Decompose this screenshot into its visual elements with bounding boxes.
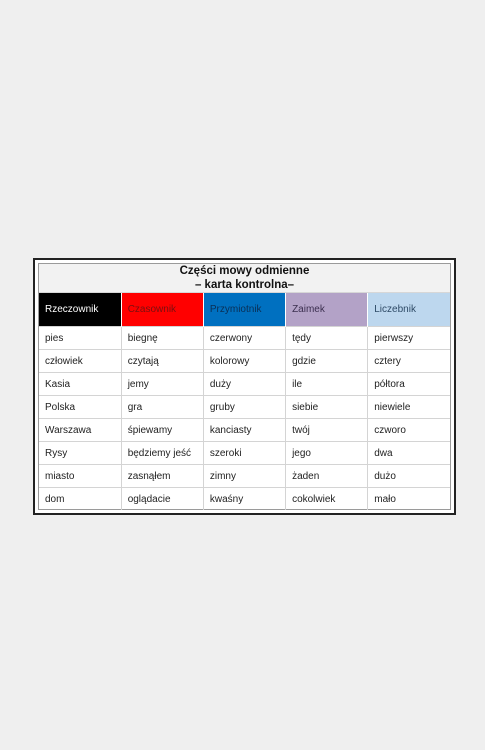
table-row xyxy=(39,350,450,373)
table-cell: Warszawa xyxy=(39,419,121,442)
table-cell: kanciasty xyxy=(203,419,285,442)
table-row xyxy=(39,419,450,442)
table-row xyxy=(39,396,450,419)
table-cell: Kasia xyxy=(39,373,121,396)
table-row xyxy=(39,465,450,488)
table-cell: gra xyxy=(121,396,203,419)
header-noun: Rzeczownik xyxy=(39,293,121,327)
table-cell: cztery xyxy=(368,350,450,373)
table-cell: biegnę xyxy=(121,327,203,350)
table-cell: jego xyxy=(286,442,368,465)
title-sub: – karta kontrolna– xyxy=(194,279,295,291)
control-card xyxy=(33,258,456,515)
header-numeral: Liczebnik xyxy=(368,293,450,327)
table-row xyxy=(39,327,450,350)
table-row xyxy=(39,488,450,511)
table-cell: pierwszy xyxy=(368,327,450,350)
header-row xyxy=(39,293,450,327)
table-cell: zimny xyxy=(203,465,285,488)
table-cell: Rysy xyxy=(39,442,121,465)
header-pronoun: Zaimek xyxy=(286,293,368,327)
table-row xyxy=(39,373,450,396)
table-cell: oglądacie xyxy=(121,488,203,511)
table-cell: będziemy jeść xyxy=(121,442,203,465)
table-cell: cokolwiek xyxy=(286,488,368,511)
table-cell: kolorowy xyxy=(203,350,285,373)
title-box xyxy=(39,264,450,293)
table-cell: Polska xyxy=(39,396,121,419)
header-verb: Czasownik xyxy=(121,293,203,327)
table-cell: zasnąłem xyxy=(121,465,203,488)
table-cell: dużo xyxy=(368,465,450,488)
table-cell: twój xyxy=(286,419,368,442)
table-cell: siebie xyxy=(286,396,368,419)
table-cell: dom xyxy=(39,488,121,511)
table-cell: duży xyxy=(203,373,285,396)
table-cell: dwa xyxy=(368,442,450,465)
table-cell: miasto xyxy=(39,465,121,488)
table-cell: gdzie xyxy=(286,350,368,373)
table-cell: pies xyxy=(39,327,121,350)
table-cell: żaden xyxy=(286,465,368,488)
table-cell: człowiek xyxy=(39,350,121,373)
table-cell: śpiewamy xyxy=(121,419,203,442)
table-cell: czytają xyxy=(121,350,203,373)
table-cell: półtora xyxy=(368,373,450,396)
table-cell: tędy xyxy=(286,327,368,350)
title-main: Części mowy odmienne xyxy=(179,265,310,277)
header-adjective: Przymiotnik xyxy=(203,293,285,327)
table-cell: niewiele xyxy=(368,396,450,419)
card-inner xyxy=(38,263,451,510)
parts-of-speech-table xyxy=(39,293,450,510)
table-cell: kwaśny xyxy=(203,488,285,511)
table-cell: mało xyxy=(368,488,450,511)
table-cell: ile xyxy=(286,373,368,396)
table-cell: jemy xyxy=(121,373,203,396)
table-cell: czerwony xyxy=(203,327,285,350)
table-cell: gruby xyxy=(203,396,285,419)
table-cell: szeroki xyxy=(203,442,285,465)
table-row xyxy=(39,442,450,465)
table-cell: czworo xyxy=(368,419,450,442)
